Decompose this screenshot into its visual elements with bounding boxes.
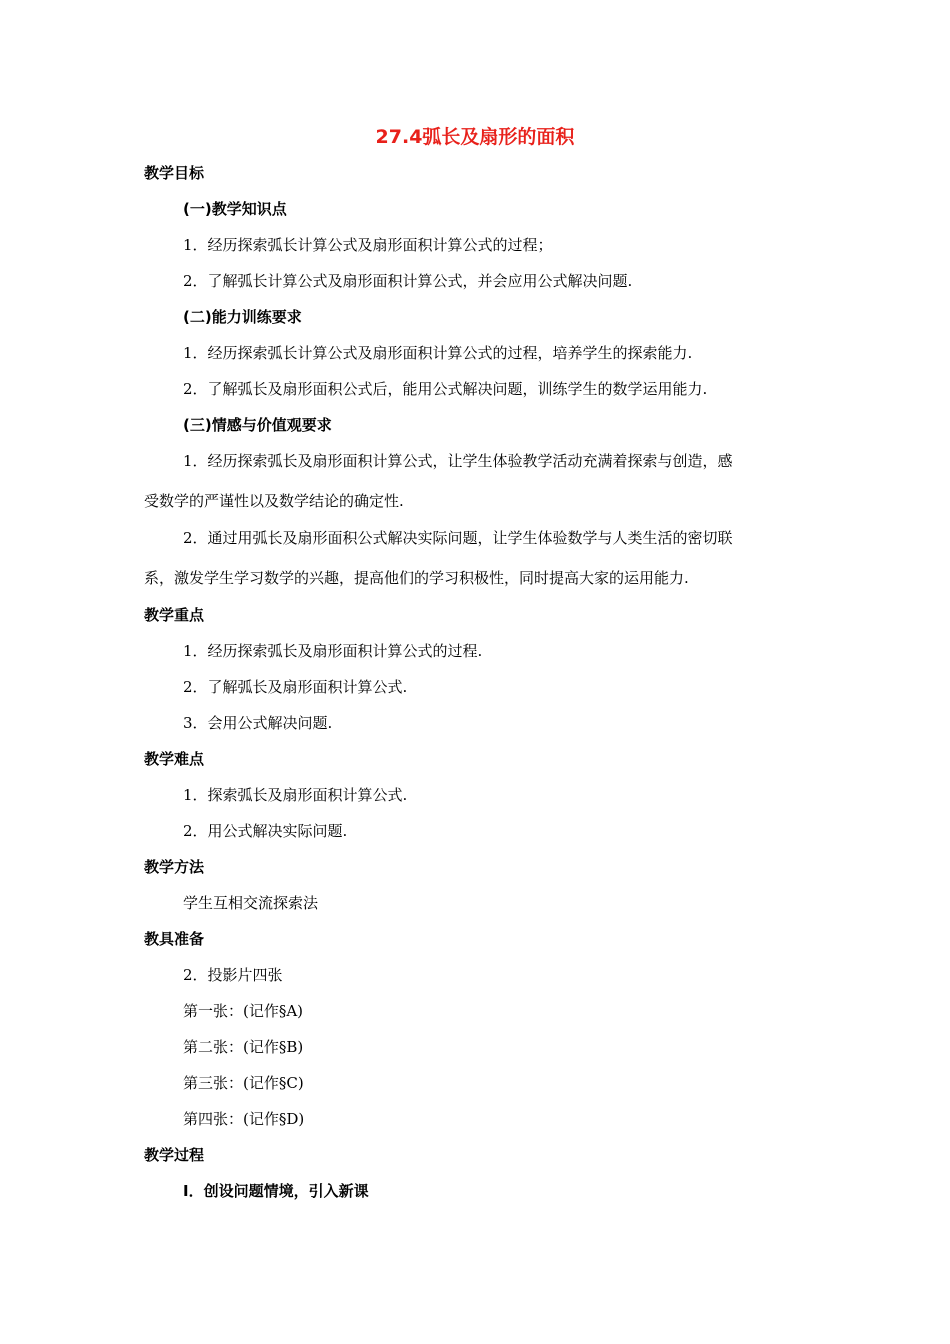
tools-item-1: 2．投影片四张 xyxy=(183,966,283,984)
tools-item-5: 第四张：(记作§D) xyxy=(183,1110,305,1128)
method-text: 学生互相交流探索法 xyxy=(183,894,319,912)
tools-item-2: 第一张：(记作§A) xyxy=(183,1002,304,1020)
ability-item-2: 2．了解弧长及扇形面积公式后，能用公式解决问题，训练学生的数学运用能力. xyxy=(183,380,708,398)
process-step-1: Ⅰ．创设问题情境，引入新课 xyxy=(183,1182,369,1200)
section-heading-objectives: 教学目标 xyxy=(144,164,205,182)
subheading-knowledge: (一)教学知识点 xyxy=(183,200,287,218)
emotion-item-1-line-2: 受数学的严谨性以及数学结论的确定性. xyxy=(144,492,404,510)
tools-item-3: 第二张：(记作§B) xyxy=(183,1038,304,1056)
emotion-item-2-line-2: 系，激发学生学习数学的兴趣，提高他们的学习积极性，同时提高大家的运用能力. xyxy=(144,569,689,587)
emotion-item-1-line-1: 1．经历探索弧长及扇形面积计算公式，让学生体验教学活动充满着探索与创造，感 xyxy=(183,452,733,470)
difficulty-item-1: 1．探索弧长及扇形面积计算公式. xyxy=(183,786,408,804)
key-point-item-2: 2．了解弧长及扇形面积计算公式. xyxy=(183,678,408,696)
key-point-item-1: 1．经历探索弧长及扇形面积计算公式的过程. xyxy=(183,642,483,660)
section-heading-difficulties: 教学难点 xyxy=(144,750,205,768)
knowledge-item-2: 2．了解弧长计算公式及扇形面积计算公式，并会应用公式解决问题. xyxy=(183,272,633,290)
difficulty-item-2: 2．用公式解决实际问题. xyxy=(183,822,348,840)
section-heading-tools: 教具准备 xyxy=(144,930,205,948)
section-heading-key-points: 教学重点 xyxy=(144,606,205,624)
tools-item-4: 第三张：(记作§C) xyxy=(183,1074,304,1092)
subheading-emotion: (三)情感与价值观要求 xyxy=(183,416,332,434)
document-title: 27.4弧长及扇形的面积 xyxy=(375,126,575,148)
key-point-item-3: 3．会用公式解决问题. xyxy=(183,714,333,732)
section-heading-process: 教学过程 xyxy=(144,1146,205,1164)
emotion-item-2-line-1: 2．通过用弧长及扇形面积公式解决实际问题，让学生体验数学与人类生活的密切联 xyxy=(183,529,733,547)
subheading-ability: (二)能力训练要求 xyxy=(183,308,302,326)
ability-item-1: 1．经历探索弧长计算公式及扇形面积计算公式的过程，培养学生的探索能力. xyxy=(183,344,693,362)
knowledge-item-1: 1．经历探索弧长计算公式及扇形面积计算公式的过程； xyxy=(183,236,553,254)
section-heading-method: 教学方法 xyxy=(144,858,205,876)
